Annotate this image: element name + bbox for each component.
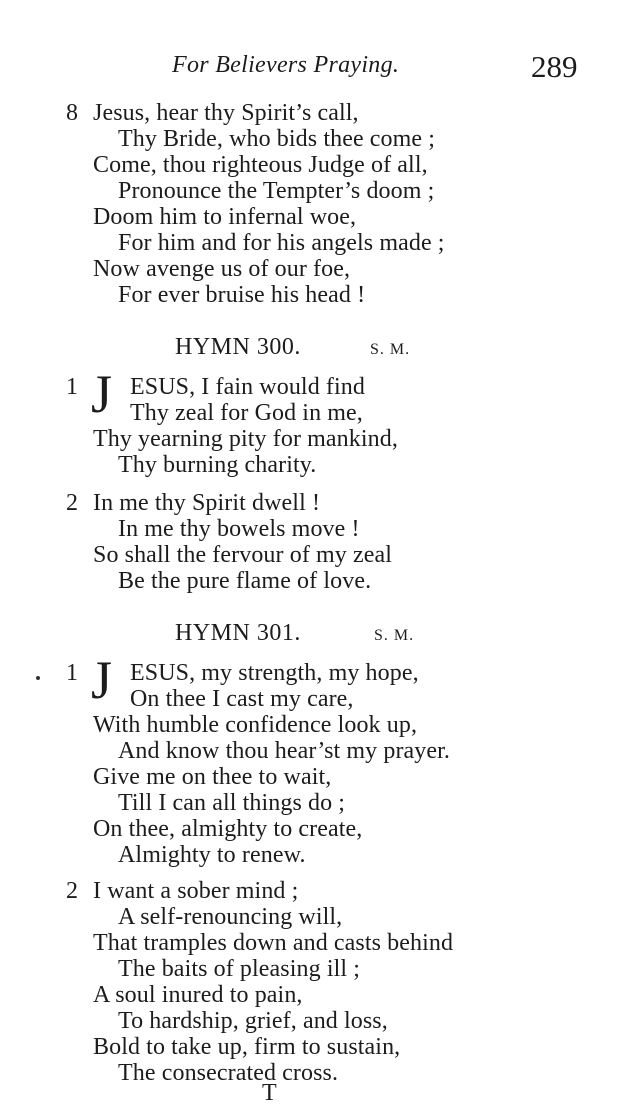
verse-line: Thy Bride, who bids thee come ; xyxy=(118,126,436,152)
ink-speck xyxy=(36,676,40,680)
verse-line: That tramples down and casts behind xyxy=(93,930,454,956)
hymn-title: HYMN 300. xyxy=(175,334,301,360)
verse-line: I want a sober mind ; xyxy=(93,878,299,904)
verse-line: In me thy Spirit dwell ! xyxy=(93,490,321,516)
verse-line: In me thy bowels move ! xyxy=(118,516,360,542)
drop-cap: J xyxy=(91,364,113,424)
drop-cap: J xyxy=(91,650,113,710)
verse-number: 1 xyxy=(66,660,78,686)
verse-line: Give me on thee to wait, xyxy=(93,764,332,790)
verse-line: Almighty to renew. xyxy=(118,842,306,868)
signature-mark: T xyxy=(262,1080,277,1106)
hymn-meter: S. M. xyxy=(374,627,415,644)
verse-line: A soul inured to pain, xyxy=(93,982,303,1008)
verse-line: So shall the fervour of my zeal xyxy=(93,542,393,568)
verse-line: For ever bruise his head ! xyxy=(118,282,366,308)
verse-number: 2 xyxy=(66,878,78,904)
verse-line: And know thou hear’st my prayer. xyxy=(118,738,451,764)
verse-line: Thy burning charity. xyxy=(118,452,317,478)
verse-line: For him and for his angels made ; xyxy=(118,230,445,256)
verse-line: ESUS, I fain would find xyxy=(130,374,365,400)
verse-number: 1 xyxy=(66,374,78,400)
verse-line: Be the pure flame of love. xyxy=(118,568,372,594)
hymn-meter: S. M. xyxy=(370,341,411,358)
verse-line: On thee I cast my care, xyxy=(130,686,354,712)
verse-line: On thee, almighty to create, xyxy=(93,816,363,842)
verse-line: Till I can all things do ; xyxy=(118,790,346,816)
verse-line: Pronounce the Tempter’s doom ; xyxy=(118,178,435,204)
hymn-title: HYMN 301. xyxy=(175,620,301,646)
verse-line: The consecrated cross. xyxy=(118,1060,339,1086)
verse-line: ESUS, my strength, my hope, xyxy=(130,660,419,686)
verse-line: With humble confidence look up, xyxy=(93,712,418,738)
page-number: 289 xyxy=(531,49,578,84)
verse-line: The baits of pleasing ill ; xyxy=(118,956,360,982)
verse-line: Thy yearning pity for mankind, xyxy=(93,426,398,452)
verse-line: Jesus, hear thy Spirit’s call, xyxy=(93,100,359,126)
verse-number: 8 xyxy=(66,100,78,126)
running-title: For Believers Praying. xyxy=(172,52,400,78)
verse-line: Now avenge us of our foe, xyxy=(93,256,351,282)
verse-line: To hardship, grief, and loss, xyxy=(118,1008,388,1034)
verse-line: Thy zeal for God in me, xyxy=(130,400,363,426)
verse-line: Bold to take up, firm to sustain, xyxy=(93,1034,401,1060)
verse-line: A self-renouncing will, xyxy=(118,904,343,930)
verse-line: Doom him to infernal woe, xyxy=(93,204,357,230)
verse-line: Come, thou righteous Judge of all, xyxy=(93,152,428,178)
verse-number: 2 xyxy=(66,490,78,516)
